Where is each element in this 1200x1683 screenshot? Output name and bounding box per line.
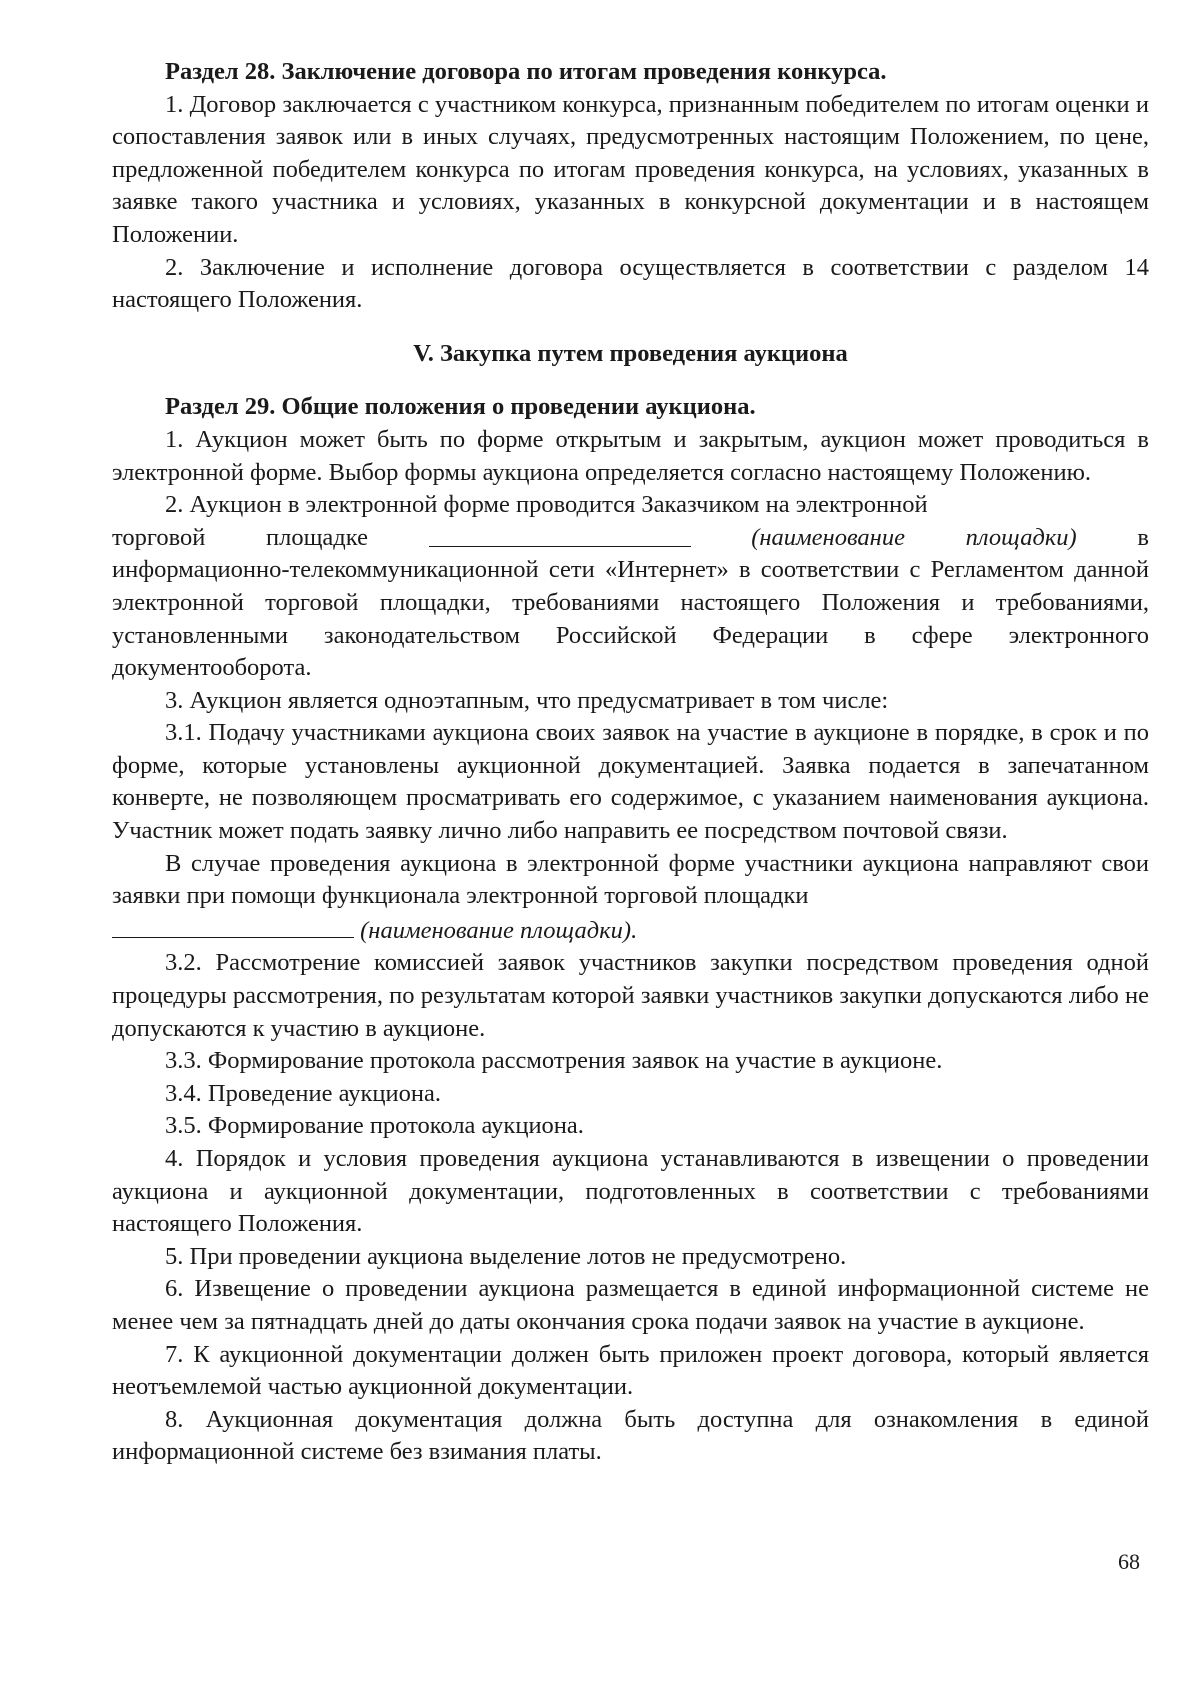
section-29-paragraph-4: 4. Порядок и условия проведения аукциона устанавливаются в извещении о проведении аукциона и аукционной документации, подготовленных в соответствии с требованиями настоящего Положения. [112,1145,1149,1238]
paragraph-2-line-2 [112,522,1149,555]
page-number: 68 [1118,1549,1140,1574]
section-28-paragraph-2: 2. Заключение и исполнение договора осуществляется в соответствии с разделом 14 настоящего Положения. [112,253,1149,314]
section-29-paragraph-3-1: 3.1. Подачу участниками аукциона своих заявок на участие в аукционе в порядке, в срок и по форме, которые установлены аукционной документацией. Заявка подается в запечатанном конверте, не позволяющем просматривать его содержимое, с указанием наименования аукциона. Участник может подать заявку лично либо направить ее посредством почтовой связи. [112,719,1149,845]
section-29-paragraph-8: 8. Аукционная документация должна быть доступна для ознакомления в единой информационной системе без взимания платы. [112,1405,1149,1466]
platform-name-hint-b: площадки) [965,523,1077,551]
section-29-paragraph-3-2: 3.2. Рассмотрение комиссией заявок участников закупки посредством проведения одной процедуры рассмотрения, по результатам которой заявки участников закупки допускаются либо не допускаются к участию в аукционе. [112,949,1149,1042]
section-28-title: Раздел 28. Заключение договора по итогам проведения конкурса. [165,58,887,85]
paragraph-2-text-start: 2. Аукцион в электронной форме проводится Заказчиком на электронной [165,491,928,519]
paragraph-2-line-1 [112,489,1149,522]
word-ploshchadke: площадке [265,523,368,551]
section-29-paragraph-5: 5. При проведении аукциона выделение лотов не предусмотрено. [165,1242,847,1270]
word-v: в [1137,523,1149,551]
section-29-paragraph-3-1-electronic [112,848,1149,948]
section-29-paragraph-3-3: 3.3. Формирование протокола рассмотрения заявок на участие в аукционе. [165,1047,943,1075]
section-29-title: Раздел 29. Общие положения о проведении аукциона. [165,393,756,421]
electronic-submission-line [112,913,1149,948]
platform-name-hint-a: (наименование [751,523,905,551]
section-29-paragraph-3: 3. Аукцион является одноэтапным, что предусматривает в том числе: [165,686,889,714]
chapter-5-title: V. Закупка путем проведения аукциона [413,339,848,367]
section-29-paragraph-7: 7. К аукционной документации должен быть приложен проект договора, который является неотъемлемой частью аукционной документации. [112,1340,1149,1401]
section-29-paragraph-1: 1. Аукцион может быть по форме открытым и закрытым, аукцион может проводиться в электронной форме. Выбор формы аукциона определяется согласно настоящему Положению. [112,425,1149,486]
document-page [112,56,1149,1469]
platform-name-blank [429,522,691,547]
platform-name-blank-2 [112,913,354,938]
electronic-submission-text: В случае проведения аукциона в электронной форме участники аукциона направляют свои заявки при помощи функционала электронной торговой площадки [112,849,1149,910]
paragraph-2-rest: информационно-телекоммуникационной сети «Интернет» в соответствии с Регламентом данной электронной торговой площадки, требованиями настоящего Положения и требованиями, установленными законодательством Российской Федерации в сфере электронного документооборота. [112,556,1149,682]
section-29-paragraph-6: 6. Извещение о проведении аукциона размещается в единой информационной системе не менее чем за пятнадцать дней до даты окончания срока подачи заявок на участие в аукционе. [112,1275,1149,1335]
section-29-paragraph-3-4: 3.4. Проведение аукциона. [165,1079,441,1107]
section-29-paragraph-3-5: 3.5. Формирование протокола аукциона. [165,1112,584,1140]
section-28-paragraph-1: 1. Договор заключается с участником конкурса, признанным победителем по итогам оценки и сопоставления заявок или в иных случаях, предусмотренных настоящим Положением, по цене, предложенной победителем конкурса по итогам проведения конкурса, на условиях, указанных в заявке такого участника и условиях, указанных в конкурсной документации и в настоящем Положении. [112,90,1149,248]
platform-name-hint-2: (наименование площадки). [360,916,638,944]
word-torgovoy: торговой [112,523,206,551]
section-29-paragraph-2 [112,489,1149,685]
